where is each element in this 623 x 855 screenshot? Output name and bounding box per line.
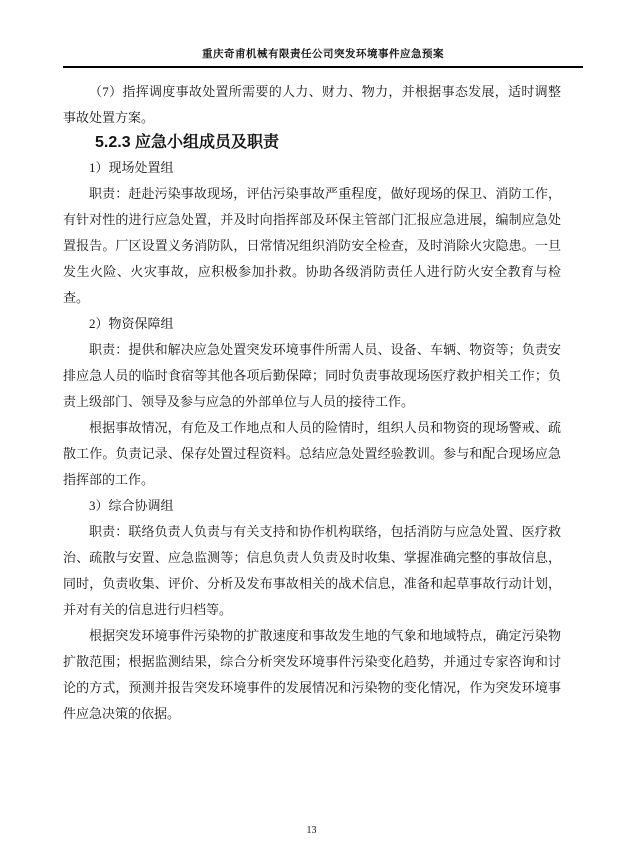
group2-paragraph: 根据事故情况，有危及工作地点和人员的险情时，组织人员和物资的现场警戒、疏散工作。负责记录、保存处置过程资料。总结应急处置经验教训。参与和配合现场应急指挥部的工作。 bbox=[63, 420, 561, 487]
group3-title: 3）综合协调组 bbox=[89, 498, 174, 513]
group3-paragraph: 根据突发环境事件污染物的扩散速度和事故发生地的气象和地域特点，确定污染物扩散范围；根据监测结果，综合分析突发环境事件污染变化趋势，并通过专家咨询和讨论的方式，预测并报告突发环境事件的发展情况和污染物的变化情况，作为突发环境事件应急决策的依据。 bbox=[63, 628, 561, 721]
group2-paragraph: 职责：提供和解决应急处置突发环境事件所需人员、设备、车辆、物资等；负责安排应急人员的临时食宿等其他各项后勤保障；同时负责事故现场医疗救护相关工作；负责上级部门、领导及参与应急的外部单位与人员的接待工作。 bbox=[63, 342, 561, 409]
section-heading: 5.2.3 应急小组成员及职责 bbox=[95, 134, 280, 151]
group2-title: 2）物资保障组 bbox=[89, 316, 174, 331]
document-body bbox=[63, 79, 561, 727]
document-header bbox=[63, 48, 583, 68]
group1-title: 1）现场处置组 bbox=[89, 160, 174, 175]
header-title: 重庆奇甫机械有限责任公司突发环境事件应急预案 bbox=[202, 49, 444, 60]
page-number: 13 bbox=[306, 825, 317, 836]
group1-paragraph: 职责：赶赴污染事故现场，评估污染事故严重程度，做好现场的保卫、消防工作，有针对性的进行应急处置，并及时向指挥部及环保主管部门汇报应急进展，编制应急处置报告。厂区设置义务消防队，日常情况组织消防安全检查，及时消除火灾隐患。一旦发生火险、火灾事故，应积极参加扑救。协助各级消防责任人进行防火安全教育与检查。 bbox=[63, 186, 561, 305]
intro-paragraph: （7）指挥调度事故处置所需要的人力、财力、物力，并根据事态发展，适时调整事故处置方案。 bbox=[63, 84, 561, 125]
group3-paragraph: 职责：联络负责人负责与有关支持和协作机构联络，包括消防与应急处置、医疗救治、疏散与安置、应急监测等；信息负责人负责及时收集、掌握准确完整的事故信息，同时，负责收集、评价、分析及发布事故相关的战术信息，准备和起草事故行动计划，并对有关的信息进行归档等。 bbox=[63, 524, 561, 617]
